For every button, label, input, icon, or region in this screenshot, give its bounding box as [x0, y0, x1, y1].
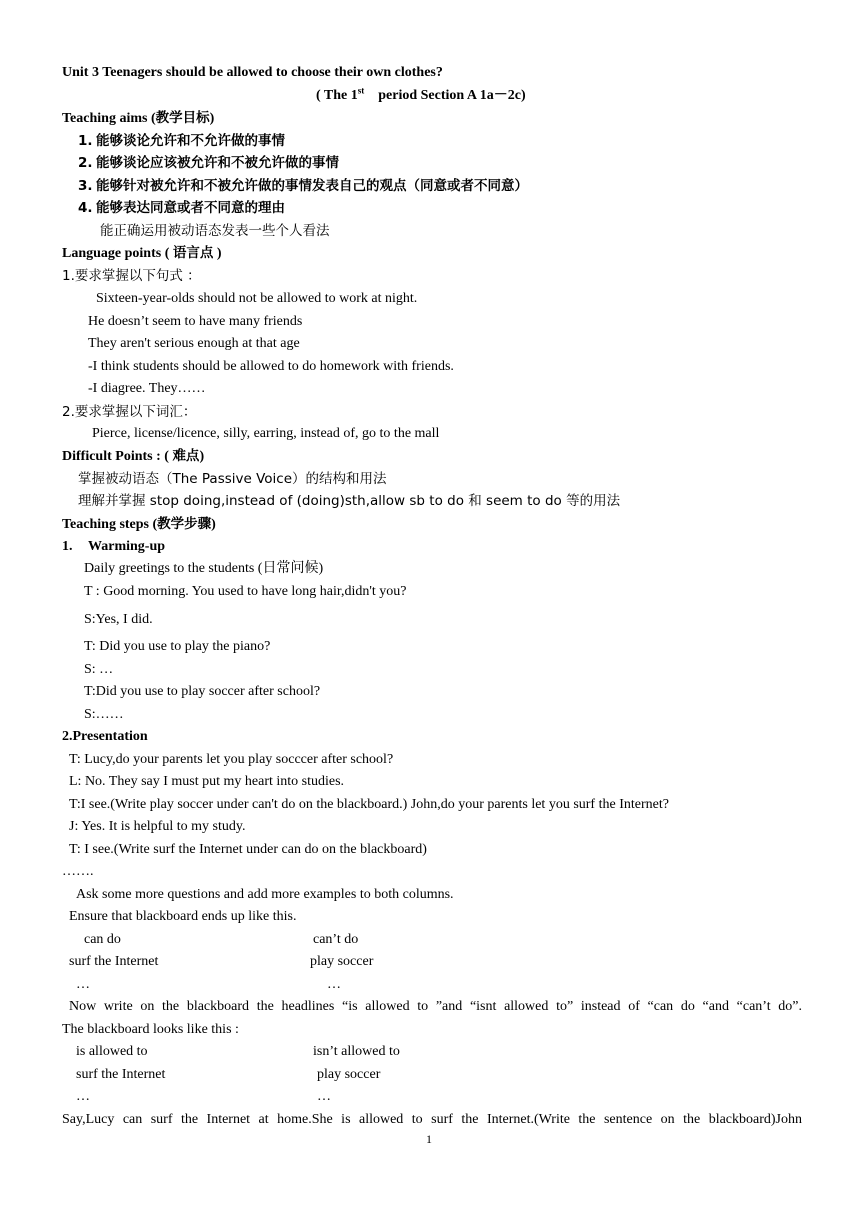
aim-item: 3. 能够针对被允许和不被允许做的事情发表自己的观点（同意或者不同意）	[78, 178, 528, 194]
dialogue-line: T: Did you use to play the piano?	[84, 639, 271, 654]
sentence-requirement: 1.要求掌握以下句式 ：	[62, 268, 201, 284]
blackboard-column-header: can do	[84, 932, 121, 947]
example-sentence: He doesn’t seem to have many friends	[88, 314, 303, 329]
vocabulary-requirement: 2.要求掌握以下词汇：	[62, 404, 197, 420]
blackboard-cell: …	[76, 977, 90, 992]
difficult-point: 掌握被动语态（The Passive Voice）的结构和用法	[78, 471, 387, 487]
language-points-heading: Language points ( 语言点 )	[62, 245, 222, 261]
aim-item: 1. 能够谈论允许和不允许做的事情	[78, 133, 285, 149]
dialogue-line: S:……	[84, 707, 124, 722]
dialogue-line: S:Yes, I did.	[84, 612, 153, 627]
dialogue-line: T : Good morning. You used to have long hair,didn't you?	[84, 584, 407, 599]
blackboard-cell: …	[76, 1089, 90, 1104]
dialogue-line: S: …	[84, 662, 114, 677]
instruction-line: Say,Lucy can surf the Internet at home.She is allowed to surf the Internet.(Write the sentence on the blackboard)John	[62, 1112, 802, 1127]
dialogue-line: Daily greetings to the students (日常问候)	[84, 561, 324, 576]
presentation-heading: 2.Presentation	[62, 729, 148, 744]
dialogue-line: T: Lucy,do your parents let you play socccer after school?	[69, 752, 394, 767]
blackboard-column-header: isn’t allowed to	[313, 1044, 400, 1059]
example-sentence: -I think students should be allowed to do homework with friends.	[88, 359, 454, 374]
difficult-point: 理解并掌握 stop doing,instead of (doing)sth,allow sb to do 和 seem to do 等的用法	[78, 493, 621, 509]
vocabulary-list: Pierce, license/licence, silly, earring, instead of, go to the mall	[92, 426, 440, 441]
dialogue-line: T:Did you use to play soccer after school?	[84, 684, 321, 699]
instruction-line: Now write on the blackboard the headlines “is allowed to ”and “isnt allowed to” instead of “can do “and “can’t do”.	[69, 999, 802, 1014]
instruction-line: The blackboard looks like this :	[62, 1022, 239, 1037]
blackboard-cell: play soccer	[310, 954, 374, 969]
dialogue-line: T:I see.(Write play soccer under can't do on the blackboard.) John,do your parents let you surf the Internet?	[69, 797, 669, 812]
blackboard-column-header: can’t do	[313, 932, 359, 947]
example-sentence: They aren't serious enough at that age	[88, 336, 300, 351]
blackboard-cell: surf the Internet	[76, 1067, 166, 1082]
warming-up-heading: 1. Warming-up	[62, 539, 166, 554]
dialogue-line: L: No. They say I must put my heart into studies.	[69, 774, 345, 789]
instruction-line: Ensure that blackboard ends up like this.	[69, 909, 297, 924]
page-number: 1	[426, 1132, 432, 1146]
dialogue-line: J: Yes. It is helpful to my study.	[69, 819, 246, 834]
aim-item: 4. 能够表达同意或者不同意的理由	[78, 200, 285, 216]
blackboard-cell: play soccer	[317, 1067, 381, 1082]
aim-item: 2. 能够谈论应该被允许和不被允许做的事情	[78, 155, 339, 171]
blackboard-cell: surf the Internet	[69, 954, 159, 969]
blackboard-column-header: is allowed to	[76, 1044, 148, 1059]
blackboard-cell: …	[327, 977, 341, 992]
instruction-line: Ask some more questions and add more examples to both columns.	[76, 887, 454, 902]
aim-extra: 能正确运用被动语态发表一些个人看法	[100, 223, 330, 239]
dialogue-line: T: I see.(Write surf the Internet under can do on the blackboard)	[69, 842, 427, 857]
example-sentence: -I diagree. They……	[88, 381, 206, 396]
example-sentence: Sixteen-year-olds should not be allowed to work at night.	[96, 291, 418, 306]
difficult-points-heading: Difficult Points : ( 难点)	[62, 448, 205, 464]
teaching-steps-heading: Teaching steps (教学步骤)	[62, 516, 216, 532]
period-subtitle: ( The 1st period Section A 1a－2c)	[316, 85, 526, 103]
document-title: Unit 3 Teenagers should be allowed to choose their own clothes?	[62, 65, 443, 80]
blackboard-cell: …	[317, 1089, 331, 1104]
ellipsis-line: …….	[62, 864, 94, 879]
teaching-aims-heading: Teaching aims (教学目标)	[62, 110, 215, 126]
